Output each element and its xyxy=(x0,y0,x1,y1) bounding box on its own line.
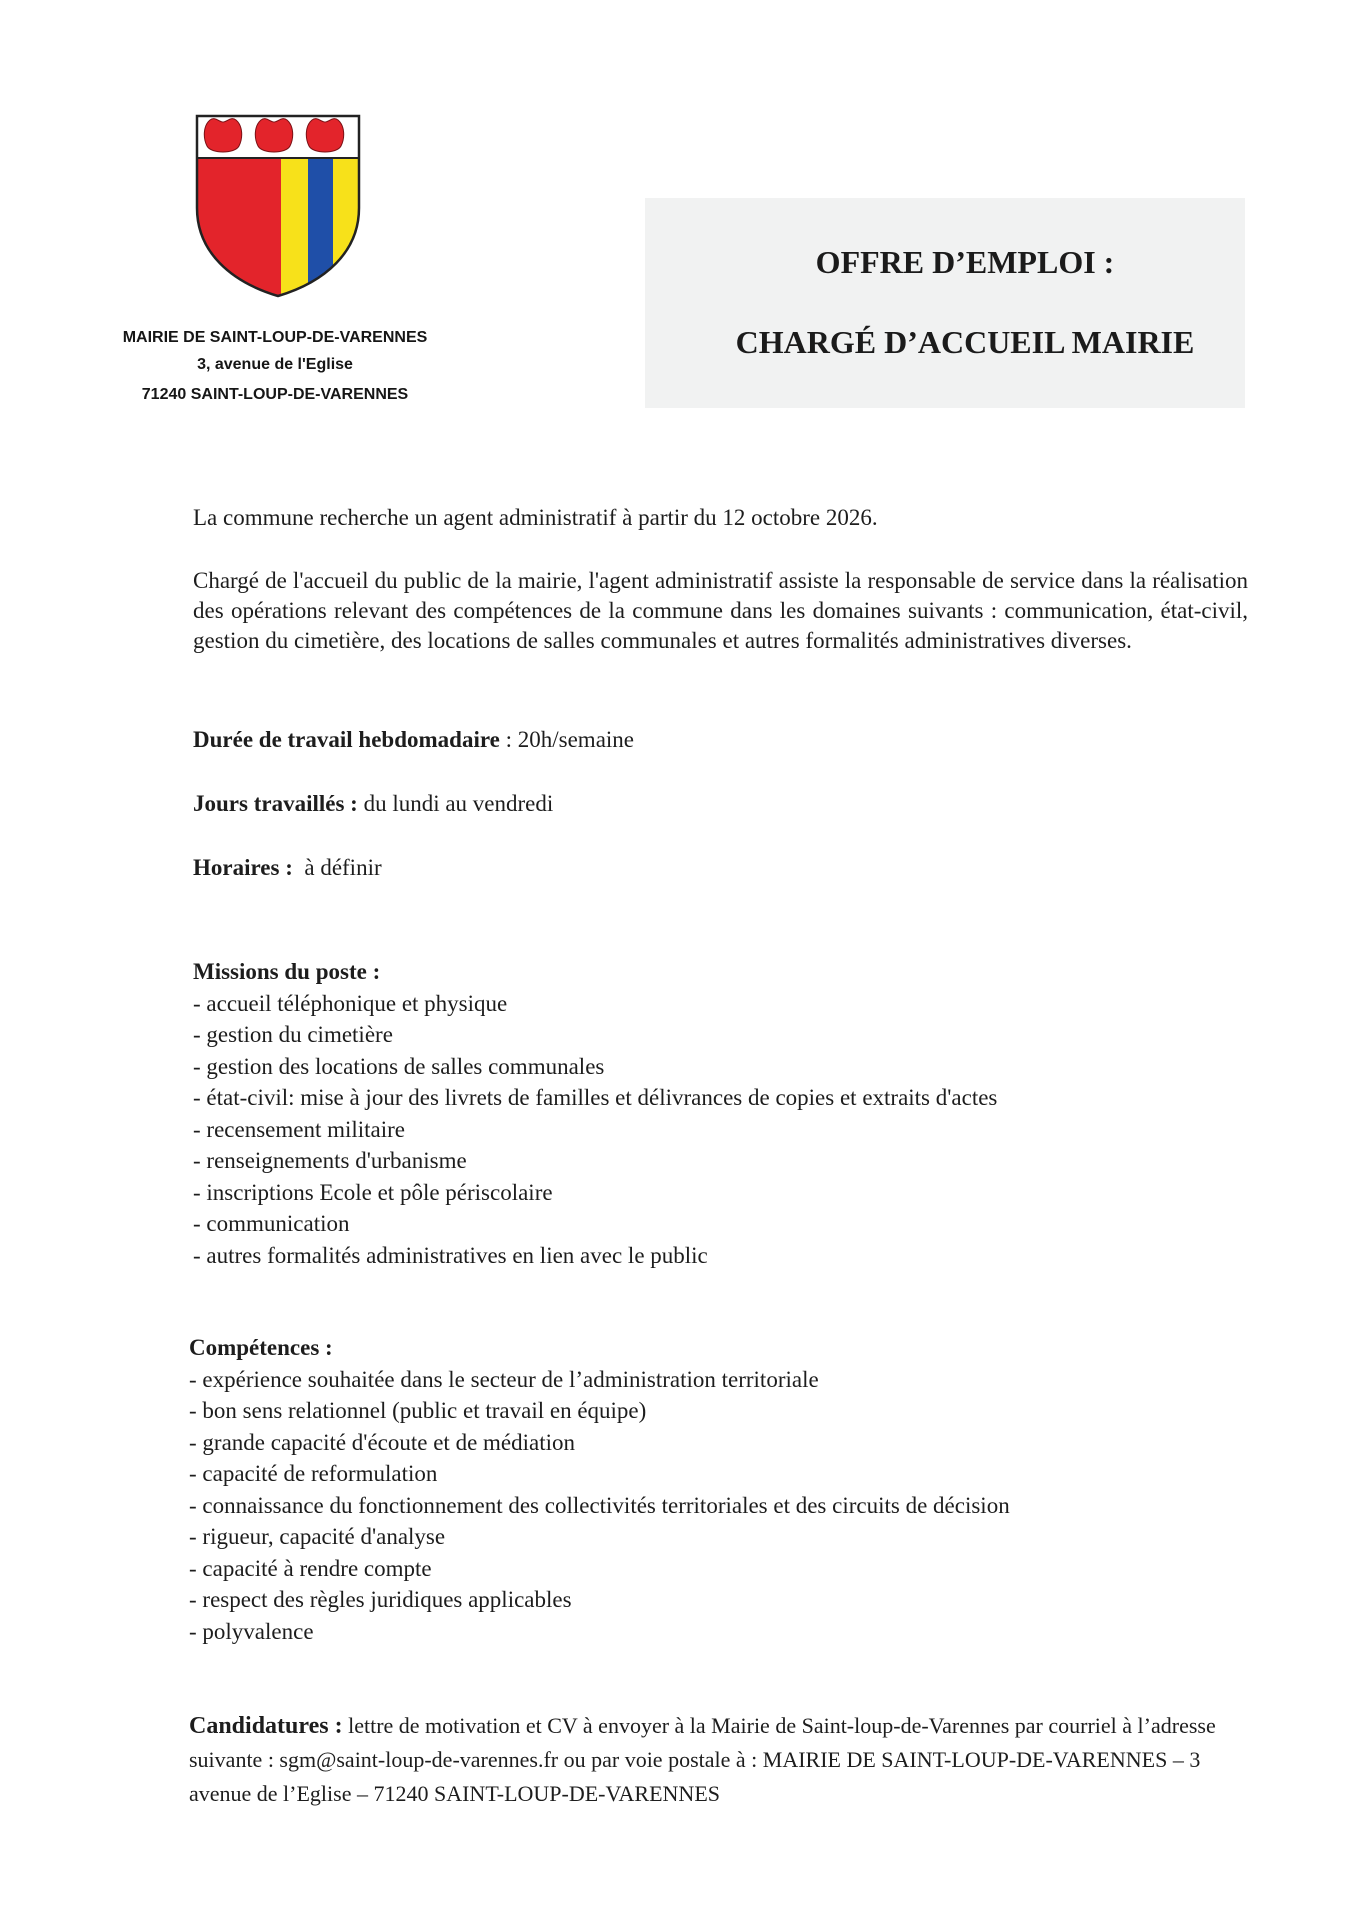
list-item: - connaissance du fonctionnement des collectivités territoriales et des circuits de décision xyxy=(189,1492,1010,1518)
candidatures-paragraph xyxy=(189,1709,1244,1811)
competences-heading: Compétences : xyxy=(189,1335,333,1360)
duree-value: : 20h/semaine xyxy=(499,727,634,752)
missions-section xyxy=(193,956,1273,1271)
list-item: - rigueur, capacité d'analyse xyxy=(189,1524,446,1549)
horaires-line xyxy=(193,853,1248,883)
list-item: - communication xyxy=(193,1211,350,1236)
list-item: - respect des règles juridiques applicables xyxy=(189,1587,572,1612)
duree-line xyxy=(193,725,1248,755)
list-item: - polyvalence xyxy=(189,1618,314,1644)
candidatures-text: lettre de motivation et CV à envoyer à la Mairie de Saint-loup-de-Varennes par courriel à l’adresse suivante : sgm@saint-loup-de-varennes.fr ou par voie postale à : MAIRIE DE SAINT-LOUP-DE-VARENNES – 3 avenue de l’Eglise – 71240 SAINT-LOUP-DE-VARENNES xyxy=(189,1713,1216,1806)
list-item: - accueil téléphonique et physique xyxy=(193,990,508,1016)
description-paragraph: Chargé de l'accueil du public de la mairie, l'agent administratif assiste la responsable de service dans la réalisation des opérations relevant des compétences de la commune dans les domaines suivants : communication, état-civil, gestion du cimetière, des locations de salles communales et autres formalités administratives diverses. xyxy=(193,568,1248,653)
list-item: - renseignements d'urbanisme xyxy=(193,1148,467,1173)
title-box xyxy=(645,198,1245,408)
horaires-value: à définir xyxy=(292,855,382,880)
mairie-city: 71240 SAINT-LOUP-DE-VARENNES xyxy=(141,386,409,403)
list-item: - bon sens relationnel (public et travail en équipe) xyxy=(189,1398,647,1423)
list-item: - état-civil: mise à jour des livrets de familles et délivrances de copies et extraits d'actes xyxy=(193,1085,998,1110)
mairie-street: 3, avenue de l'Eglise xyxy=(197,356,353,373)
commune-crest-logo xyxy=(193,112,363,298)
list-item: - gestion du cimetière xyxy=(193,1022,393,1047)
missions-heading: Missions du poste : xyxy=(193,959,381,984)
list-item: - autres formalités administratives en lien avec le public xyxy=(193,1242,708,1268)
duree-label: Durée de travail hebdomadaire xyxy=(193,727,500,752)
candidatures-label: Candidatures : xyxy=(189,1713,343,1739)
list-item: - expérience souhaitée dans le secteur de l’administration territoriale xyxy=(189,1366,819,1392)
list-item: - grande capacité d'écoute et de médiation xyxy=(189,1429,576,1455)
jours-label: Jours travaillés : xyxy=(193,791,358,816)
title-line-2: CHARGÉ D’ACCUEIL MAIRIE xyxy=(735,324,1195,360)
horaires-label: Horaires : xyxy=(193,855,293,880)
list-item: - inscriptions Ecole et pôle périscolaire xyxy=(193,1179,553,1205)
jours-value: du lundi au vendredi xyxy=(357,791,554,816)
intro-paragraph: La commune recherche un agent administratif à partir du 12 octobre 2026. xyxy=(193,505,878,530)
list-item: - gestion des locations de salles communales xyxy=(193,1053,605,1079)
title-line-1: OFFRE D’EMPLOI : xyxy=(815,244,1115,280)
list-item: - capacité à rendre compte xyxy=(189,1555,432,1581)
list-item: - recensement militaire xyxy=(193,1116,406,1142)
jours-line xyxy=(193,789,1248,819)
competences-section xyxy=(189,1332,1269,1647)
list-item: - capacité de reformulation xyxy=(189,1461,438,1486)
mairie-name: MAIRIE DE SAINT-LOUP-DE-VARENNES xyxy=(122,329,428,346)
